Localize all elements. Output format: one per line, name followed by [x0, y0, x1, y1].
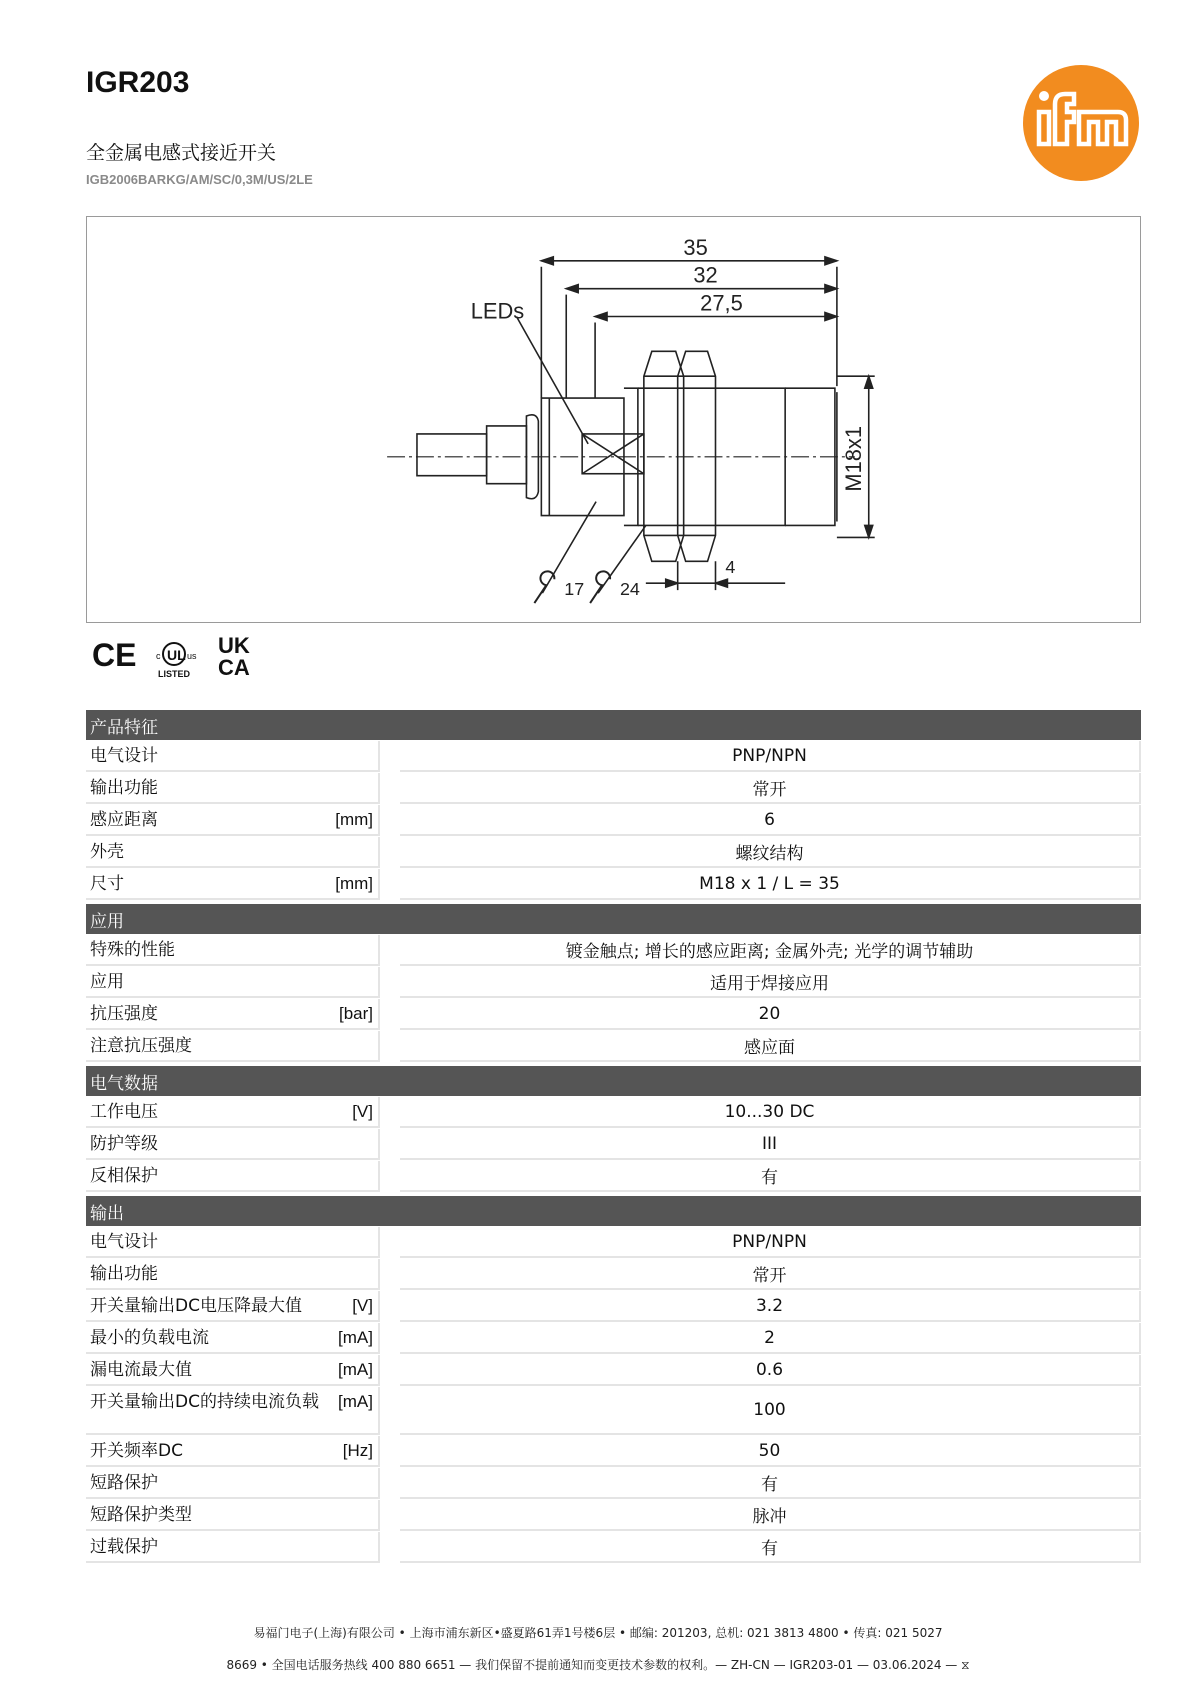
ce-mark: CE — [92, 637, 137, 673]
spec-unit: [mm] — [335, 874, 373, 893]
spec-label: 工作电压 — [90, 1102, 158, 1122]
spec-value: M18 x 1 / L = 35 — [400, 869, 1141, 900]
ul-us: us — [187, 651, 197, 661]
spec-label: 电气设计 — [90, 746, 158, 766]
spec-row — [86, 805, 1141, 836]
spec-label: 最小的负载电流 — [90, 1328, 209, 1348]
spec-value: III — [400, 1129, 1141, 1160]
spec-row — [86, 1387, 1141, 1435]
spec-unit: [mm] — [335, 810, 373, 829]
spec-value: 常开 — [400, 773, 1141, 804]
spec-unit: [mA] — [338, 1392, 373, 1411]
spec-row — [86, 773, 1141, 804]
spec-label-cell — [86, 1031, 380, 1062]
spec-row — [86, 1097, 1141, 1128]
spec-row — [86, 1129, 1141, 1160]
spec-value: 有 — [400, 1161, 1141, 1192]
spec-label-cell — [86, 935, 380, 966]
spec-value: 常开 — [400, 1259, 1141, 1290]
spec-label: 输出功能 — [90, 1264, 158, 1284]
spec-label-cell — [86, 1532, 380, 1563]
spec-value: PNP/NPN — [400, 741, 1141, 772]
spec-row — [86, 1323, 1141, 1354]
section-header: 应用 — [86, 904, 1141, 934]
ul-mark: UL — [167, 647, 186, 663]
spec-label: 外壳 — [90, 842, 124, 862]
spec-row — [86, 1500, 1141, 1531]
dim-35-label: 35 — [683, 234, 708, 260]
spec-value: 有 — [400, 1532, 1141, 1563]
spec-value: 20 — [400, 999, 1141, 1030]
product-subtitle: 全金属电感式接近开关 — [86, 142, 277, 164]
wrench-17-label: 17 — [564, 579, 585, 600]
dim-4-label: 4 — [725, 557, 736, 578]
ul-c: c — [156, 651, 161, 661]
spec-label-cell — [86, 999, 380, 1030]
spec-value: 10...30 DC — [400, 1097, 1141, 1128]
spec-label-cell — [86, 1500, 380, 1531]
spec-label-cell — [86, 869, 380, 900]
spec-label-cell — [86, 1323, 380, 1354]
spec-row — [86, 1436, 1141, 1467]
spec-table — [86, 710, 1141, 1563]
spec-value: 适用于焊接应用 — [400, 967, 1141, 998]
spec-label: 电气设计 — [90, 1232, 158, 1252]
spec-label-cell — [86, 773, 380, 804]
spec-label: 过载保护 — [90, 1537, 158, 1557]
ul-listed: LISTED — [158, 669, 191, 679]
leds-label: LEDs — [470, 298, 525, 324]
dim-32-label: 32 — [693, 262, 718, 288]
spec-row — [86, 967, 1141, 998]
spec-label: 开关量输出DC电压降最大值 — [90, 1296, 302, 1316]
spec-value: 螺纹结构 — [400, 837, 1141, 868]
spec-row — [86, 1291, 1141, 1322]
spec-row — [86, 1259, 1141, 1290]
spec-value: 2 — [400, 1323, 1141, 1354]
spec-label-cell — [86, 1468, 380, 1499]
dimension-drawing — [86, 216, 1141, 623]
spec-row — [86, 1468, 1141, 1499]
spec-unit: [V] — [352, 1102, 373, 1121]
spec-label-cell — [86, 1097, 380, 1128]
spec-label-cell — [86, 1291, 380, 1322]
spec-row — [86, 869, 1141, 900]
section-header: 产品特征 — [86, 710, 1141, 740]
spec-label-cell — [86, 1387, 380, 1435]
spec-label-cell — [86, 741, 380, 772]
spec-label: 漏电流最大值 — [90, 1360, 192, 1380]
ukca-bottom: CA — [218, 655, 250, 680]
spec-label: 应用 — [90, 972, 124, 992]
spec-unit: [bar] — [338, 1004, 373, 1023]
spec-label: 特殊的性能 — [90, 940, 175, 960]
spec-value: 镀金触点; 增长的感应距离; 金属外壳; 光学的调节辅助 — [400, 935, 1141, 966]
footer-legal: 8669 • 全国电话服务热线 400 880 6651 — 我们保留不提前通知而变更技术参数的权利。— ZH-CN — IGR203-01 — 03.06.2024 — ⧖ — [226, 1658, 970, 1672]
spec-label-cell — [86, 1129, 380, 1160]
page-title: IGR203 — [86, 66, 190, 99]
wrench-24-label: 24 — [619, 579, 640, 600]
spec-row — [86, 1031, 1141, 1062]
spec-unit: [V] — [352, 1296, 373, 1315]
spec-label: 短路保护 — [90, 1473, 158, 1493]
spec-label: 短路保护类型 — [90, 1505, 192, 1525]
spec-label-cell — [86, 1436, 380, 1467]
spec-label: 注意抗压强度 — [90, 1036, 192, 1056]
spec-value: 3.2 — [400, 1291, 1141, 1322]
spec-label-cell — [86, 837, 380, 868]
dim-27-5-label: 27,5 — [700, 290, 743, 316]
spec-row — [86, 1227, 1141, 1258]
spec-label: 尺寸 — [90, 874, 124, 894]
spec-row — [86, 1161, 1141, 1192]
spec-value: 6 — [400, 805, 1141, 836]
spec-label-cell — [86, 967, 380, 998]
spec-label: 抗压强度 — [90, 1004, 158, 1024]
spec-label: 反相保护 — [90, 1166, 158, 1186]
spec-row — [86, 1355, 1141, 1386]
spec-unit: [mA] — [338, 1360, 373, 1379]
spec-label: 开关频率DC — [90, 1441, 183, 1461]
spec-unit: [mA] — [338, 1328, 373, 1347]
spec-label-cell — [86, 805, 380, 836]
thread-label: M18x1 — [840, 425, 866, 492]
spec-label-cell — [86, 1161, 380, 1192]
spec-value: 0.6 — [400, 1355, 1141, 1386]
spec-value: 脉冲 — [400, 1500, 1141, 1531]
spec-label-cell — [86, 1355, 380, 1386]
certification-marks — [92, 632, 262, 680]
spec-row — [86, 837, 1141, 868]
section-header: 输出 — [86, 1196, 1141, 1226]
spec-unit: [Hz] — [342, 1441, 373, 1460]
svg-text:ifm: ifm — [1022, 64, 1024, 65]
spec-value: PNP/NPN — [400, 1227, 1141, 1258]
spec-label: 防护等级 — [90, 1134, 158, 1154]
spec-value: 50 — [400, 1436, 1141, 1467]
spec-row — [86, 935, 1141, 966]
spec-row — [86, 999, 1141, 1030]
spec-label: 输出功能 — [90, 778, 158, 798]
section-header: 电气数据 — [86, 1066, 1141, 1096]
spec-row — [86, 1532, 1141, 1563]
spec-value: 100 — [400, 1387, 1141, 1435]
ifm-logo — [1022, 64, 1140, 182]
spec-value: 感应面 — [400, 1031, 1141, 1062]
spec-label-cell — [86, 1227, 380, 1258]
spec-label-cell — [86, 1259, 380, 1290]
spec-row — [86, 741, 1141, 772]
footer-address: 易福门电子(上海)有限公司 • 上海市浦东新区•盛夏路61弄1号楼6层 • 邮编: 201203, 总机: 021 3813 4800 • 传真: 021 5027 — [253, 1626, 943, 1640]
ukca-top: UK — [218, 633, 250, 658]
spec-label: 感应距离 — [90, 810, 158, 830]
product-code: IGB2006BARKG/AM/SC/0,3M/US/2LE — [86, 172, 313, 187]
spec-label: 开关量输出DC的持续电流负载 — [90, 1392, 319, 1412]
spec-value: 有 — [400, 1468, 1141, 1499]
